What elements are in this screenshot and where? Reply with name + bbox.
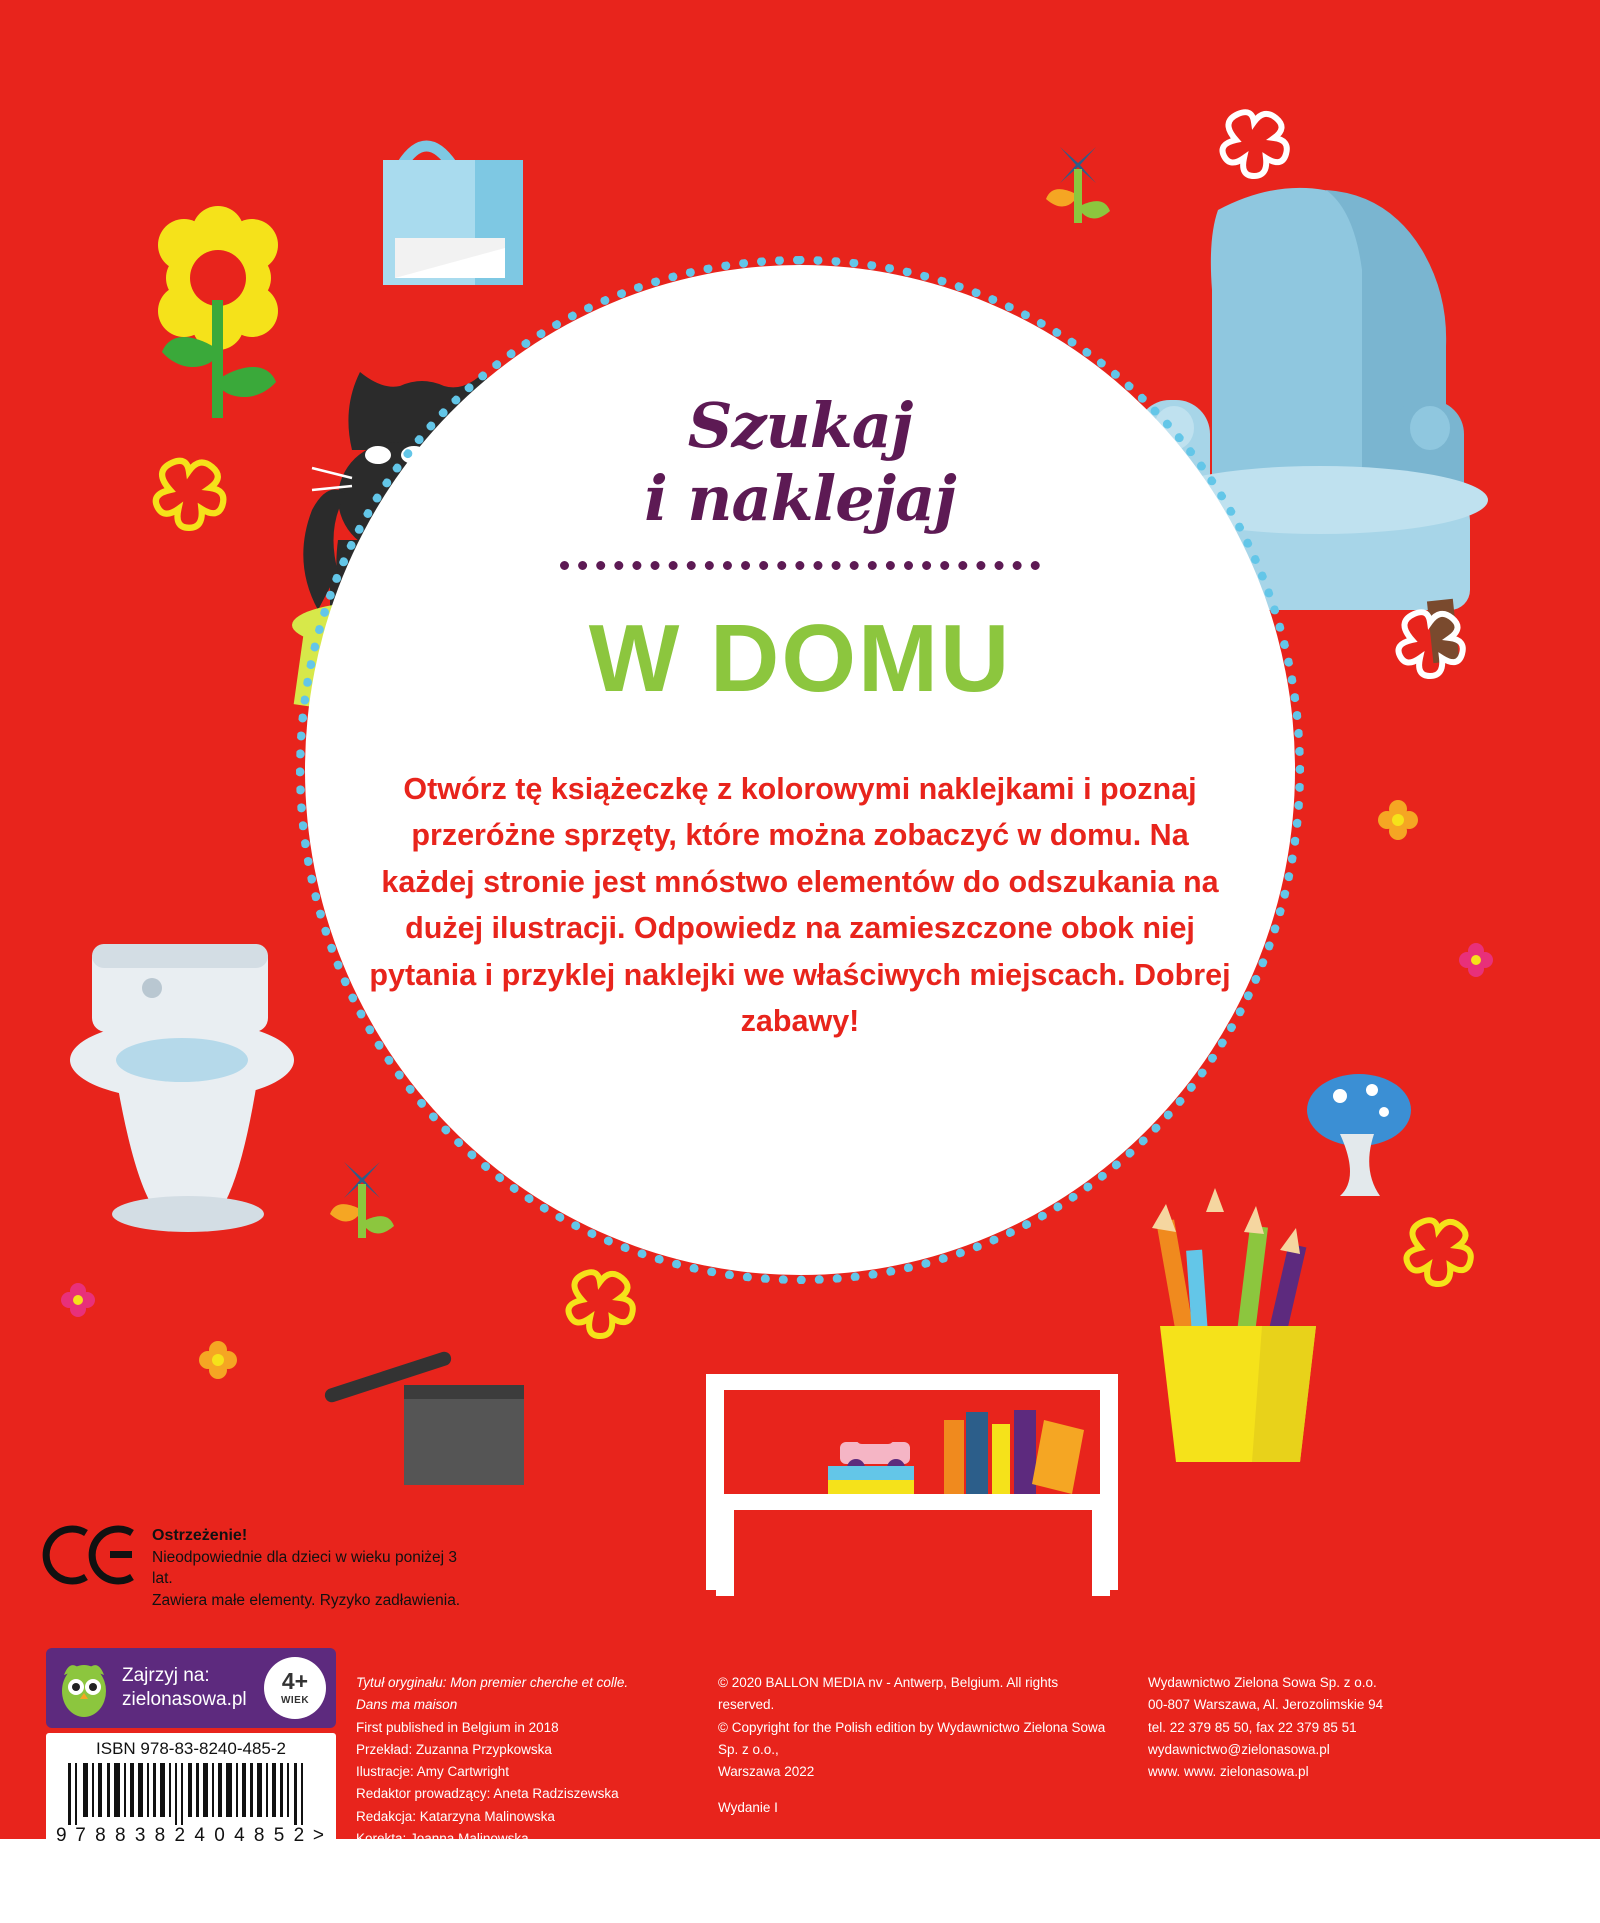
age-value: 4+ [281, 1668, 309, 1694]
series-title-line1: Szukaj [687, 389, 913, 462]
dotted-divider [560, 561, 1040, 570]
credit-line: Tytuł oryginału: Mon premier cherche et colle. Dans ma maison [356, 1675, 629, 1713]
book-blurb: Otwórz tę książeczkę z kolorowymi naklejkami i poznaj przeróżne sprzęty, które można zobaczyć w domu. Na każdej stronie jest mnóstwo elementów do odszukania na dużej ilustracji. Odpowiedz na zamieszczone obok niej pytania i przyklej naklejki we właściwych miejscach. Dobrej zabawy! [369, 772, 1231, 1038]
barcode-digits [54, 1825, 328, 1847]
books-icon [828, 1408, 1084, 1494]
isbn-label: ISBN 978-83-8240-485-2 [96, 1739, 286, 1758]
credit-line: Redaktor prowadzący: Aneta Radziszewska [356, 1786, 619, 1802]
credit-line: First published in Belgium in 2018 [356, 1719, 559, 1735]
series-title [340, 390, 1260, 535]
credit-line: wydawnictwo@zielonasowa.pl [1148, 1741, 1330, 1757]
mushroom-icon [1307, 1074, 1411, 1196]
toy-car-icon [840, 1424, 910, 1477]
credit-line: 00-807 Warszawa, Al. Jerozolimskie 94 [1148, 1697, 1384, 1713]
toilet-icon [70, 944, 294, 1232]
credit-line: Wydanie I [718, 1800, 778, 1816]
warning-text [152, 1525, 468, 1611]
warning-heading: Ostrzeżenie! [152, 1527, 248, 1544]
ce-mark-icon [48, 1525, 136, 1585]
credits-column-1 [356, 1672, 636, 1872]
credit-line: © 2020 BALLON MEDIA nv - Antwerp, Belgium. All rights reserved. [718, 1675, 1059, 1713]
cover-text-block [340, 390, 1260, 1044]
credits-column-2 [718, 1672, 1118, 1923]
barcode-digit-right: > [312, 1825, 326, 1846]
age-badge [264, 1657, 326, 1719]
age-label: WIEK [280, 1695, 310, 1706]
barcode-digit-left: 9 [56, 1825, 69, 1846]
credit-line: Warszawa 2022 [718, 1764, 815, 1780]
sunflower-icon [158, 206, 278, 418]
credit-line: Redakcja: Katarzyna Malinowska [356, 1808, 555, 1824]
credits-column-3 [1148, 1672, 1548, 1783]
credit-line: Przekład: Zuzanna Przypkowska [356, 1741, 552, 1757]
publisher-badge[interactable] [46, 1648, 336, 1728]
shopping-bag-icon [383, 146, 523, 285]
credit-line: Projekt okładki, DTP: Kamil Pruszyński [356, 1853, 589, 1869]
bookshelf-icon [706, 1374, 1118, 1596]
credit-line: Wszystkie prawa zastrzeżone. Przedruk lub kopiowanie całości albo [718, 1836, 1096, 1874]
credit-line: Ilustracje: Amy Cartwright [356, 1764, 510, 1780]
barcode-digit-main: 7 8 8 3 8 2 4 0 4 8 5 2 [75, 1825, 307, 1846]
owl-logo-icon [56, 1657, 112, 1719]
publisher-badge-line2: zielonasowa.pl [122, 1689, 247, 1710]
barcode-icon [54, 1763, 328, 1825]
book-title: W DOMU [588, 605, 1012, 713]
publisher-badge-line1: Zajrzyj na: [122, 1665, 210, 1687]
credit-line: tel. 22 379 85 50, fax 22 379 85 51 [1148, 1719, 1357, 1735]
warning-block [48, 1525, 468, 1611]
pencils-cup-icon [1152, 1188, 1316, 1462]
warning-line-1: Nieodpowiednie dla dzieci w wieku poniżej 3 lat. [152, 1549, 458, 1588]
credit-line: fragmentów książki możliwe jest tylko na podstawie pisemnej zgody wydawcy. [718, 1881, 1083, 1919]
credit-line: © Copyright for the Polish edition by Wydawnictwo Zielona Sowa Sp. z o.o., [718, 1719, 1106, 1757]
publisher-badge-text [122, 1664, 254, 1712]
credit-line: Wydawnictwo Zielona Sowa Sp. z o.o. [1148, 1675, 1377, 1690]
credit-line: www. www. zielonasowa.pl [1148, 1764, 1309, 1780]
warning-line-2: Zawiera małe elementy. Ryzyko zadławienia. [152, 1591, 461, 1609]
isbn-block [46, 1733, 336, 1851]
frying-pan-icon [323, 1350, 524, 1485]
series-title-line2: i naklejaj [644, 461, 956, 535]
credit-line: Korekta: Joanna Malinowska [356, 1830, 529, 1846]
